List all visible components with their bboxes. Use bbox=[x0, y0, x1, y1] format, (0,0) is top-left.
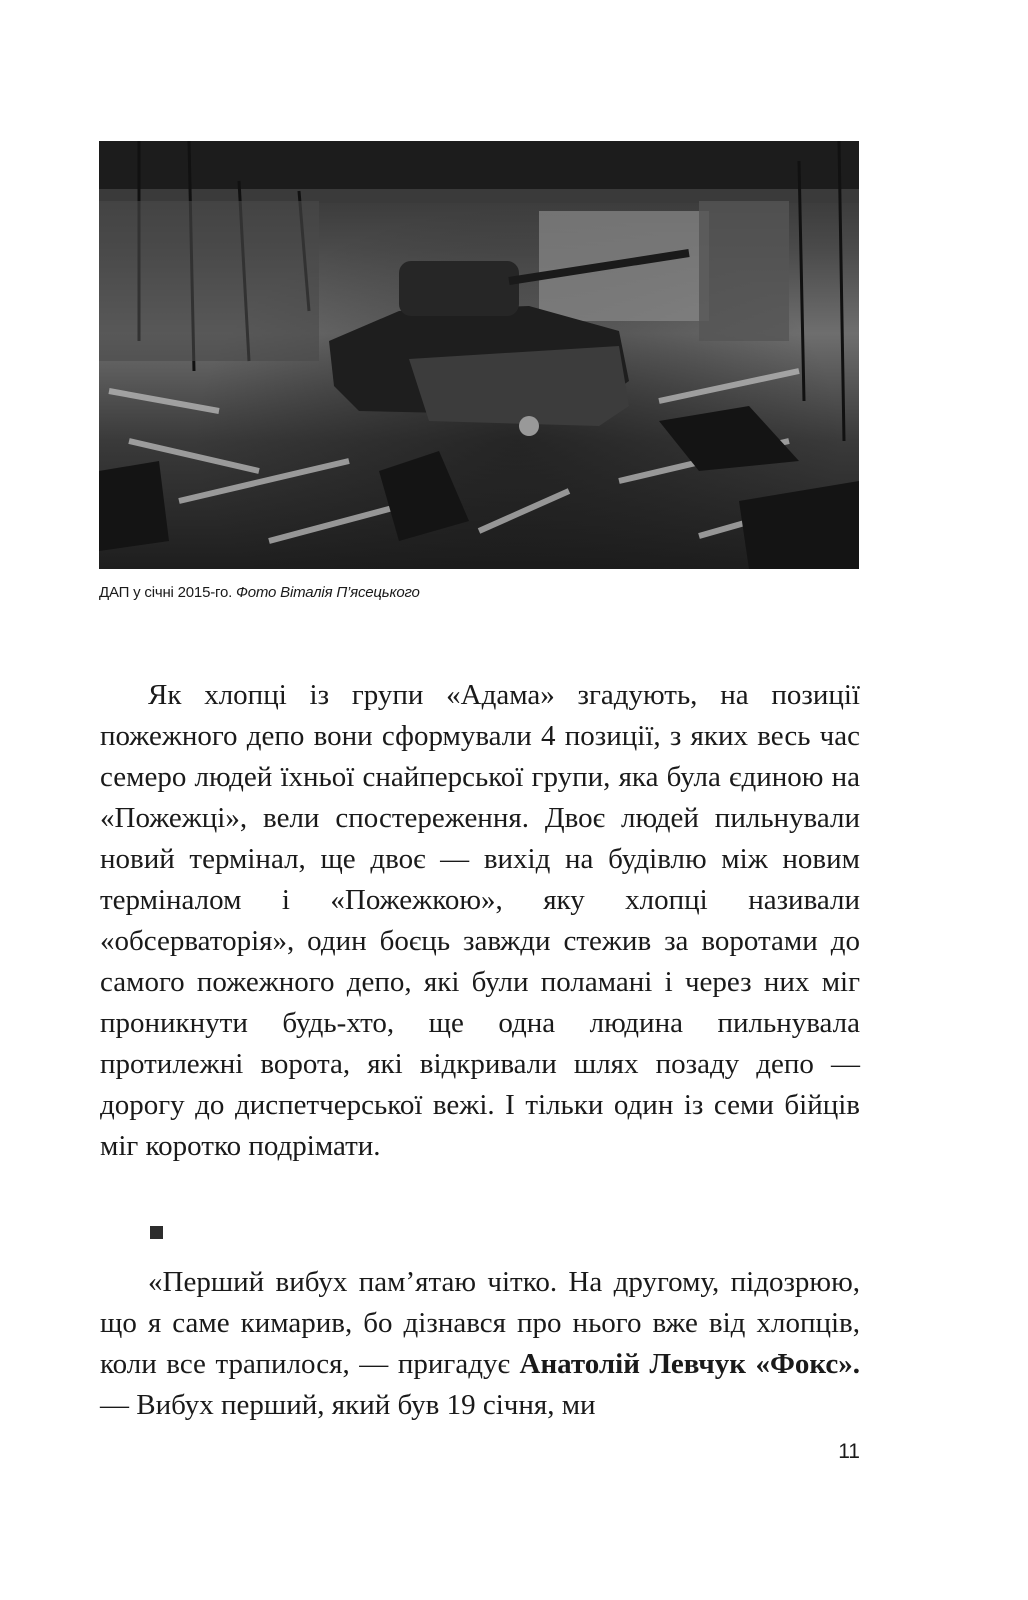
body-paragraph-2 bbox=[100, 1262, 860, 1426]
photo-caption-text: ДАП у січні 2015-го. bbox=[99, 584, 237, 601]
photo-caption bbox=[99, 584, 859, 601]
paragraph-text-2 bbox=[100, 1262, 860, 1426]
page-number: 11 bbox=[838, 1440, 860, 1463]
quote-continuation: — Вибух перший, який був 19 січня, ми bbox=[100, 1389, 596, 1421]
speaker-name: Анатолій Левчук «Фокс». bbox=[519, 1348, 861, 1380]
section-break-square-icon bbox=[150, 1226, 163, 1239]
photo-illustration bbox=[99, 141, 859, 569]
photo-credit: Фото Віталія П’ясецького bbox=[236, 584, 420, 601]
war-photo-airport-tank bbox=[99, 141, 859, 569]
paragraph-text: Як хлопці із групи «Адама» згадують, на позиції пожежного депо вони сформували 4 позиції, з яких весь час семеро людей їхньої снайперської групи, яка була єдиною на «Пожежці», вели спостереження. Двоє людей пильнували новий термінал, ще двоє — вихід на будівлю між новим терміналом і «Пожежкою», яку хлопці називали «обсерваторія», один боєць завжди стежив за воротами до самого пожежного депо, які були поламані і через них міг проникнути будь-хто, ще одна людина пильнувала протилежні ворота, які відкривали шлях позаду депо — дорогу до диспетчерської вежі. І тільки один із семи бійців міг коротко подрімати. bbox=[100, 679, 860, 1162]
quote-text: «Перший вибух пам’ятаю чітко. На другому, підозрюю, що я саме кимарив, бо дізнався про нього вже від хлопців, коли все трапилося, — пригадує bbox=[100, 1266, 860, 1380]
body-paragraph-1 bbox=[100, 675, 860, 1167]
